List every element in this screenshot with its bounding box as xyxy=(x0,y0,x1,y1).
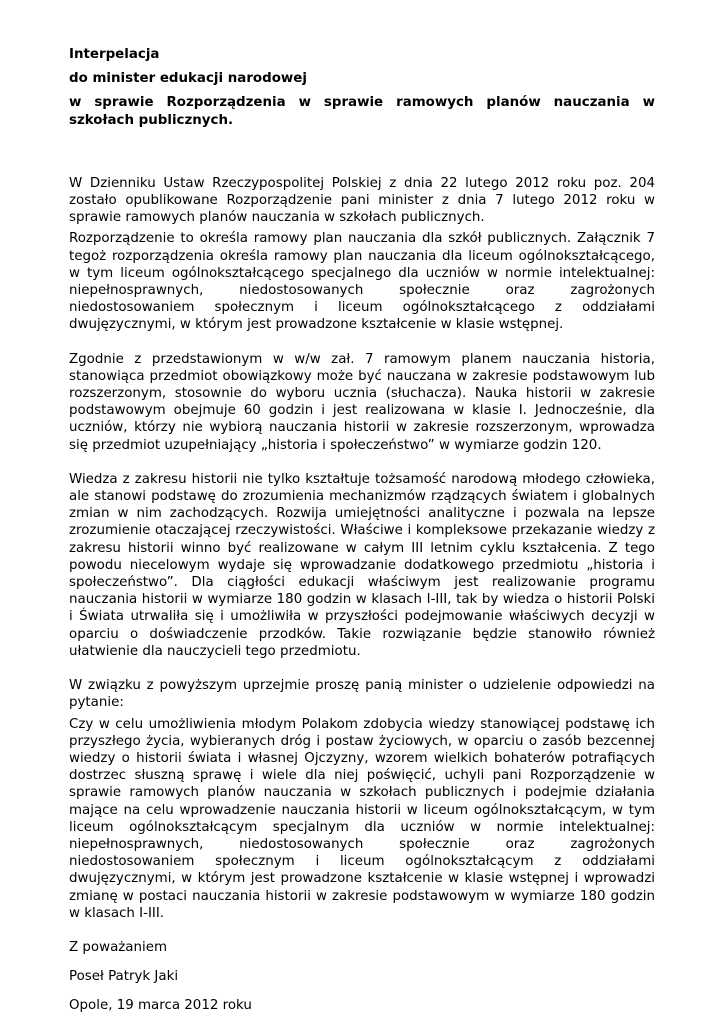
paragraph-history-plan: Zgodnie z przedstawionym w w/w zał. 7 ramowym planem nauczania historia, stanowiąca przedmiot obowiązkowy może być nauczana w zakresie podstawowym lub rozszerzonym, stosownie do wyboru ucznia (słuchacza). Nauka historii w zakresie podstawowym obejmuje 60 godzin i jest realizowana w klasie I. Jednocześnie, dla uczniów, którzy nie wybiorą nauczania historii w zakresie rozszerzonym, wprowadza się przedmiot uzupełniający „historia i społeczeństwo” w wymiarze godzin 120. xyxy=(69,351,655,453)
paragraph-publication: W Dzienniku Ustaw Rzeczypospolitej Polskiej z dnia 22 lutego 2012 roku poz. 204 zostało opublikowane Rozporządzenie pani minister z dnia 7 lutego 2012 roku w sprawie ramowych planów nauczania w szkołach publicznych. xyxy=(69,175,655,226)
document-subject: w sprawie Rozporządzenia w sprawie ramowych planów nauczania w szkołach publicznych. xyxy=(69,95,655,128)
document-title: Interpelacja xyxy=(69,47,160,62)
place-date: Opole, 19 marca 2012 roku xyxy=(69,998,252,1014)
document-closing xyxy=(69,939,655,1015)
paragraph-request: W związku z powyższym uprzejmie proszę panią minister o udzielenie odpowiedzi na pytanie: xyxy=(69,678,655,711)
document-body xyxy=(69,175,655,922)
paragraph-question: Czy w celu umożliwienia młodym Polakom zdobycia wiedzy stanowiącej podstawę ich przyszłego życia, wybieranych dróg i postaw życiowych, w oparciu o zasób bezcennej wiedzy o historii świata i własnej Ojczyzny, wzorem wielkich bohaterów potrafiących dostrzec słuszną sprawę i wiele dla niej poświęcić, uchyli pani Rozporządzenie w sprawie ramowych planów nauczania w szkołach publicznych i podejmie działania mające na celu wprowadzenie nauczania historii w liceum ogólnokształcącym, w tym liceum ogólnokształcącym specjalnym dla uczniów w normie intelektualnej: niepełnosprawnych, niedostosowanych społecznie oraz zagrożonych niedostosowaniem społecznym i liceum ogólnokształcącym z oddziałami dwujęzycznymi, w którym jest prowadzone kształcenie w klasie wstępnej i wprowadzi zmianę w postaci nauczania historii w zakresie podstawowym w wymiarze 180 godzin w klasach I-III. xyxy=(69,716,655,921)
paragraph-annex-7: Rozporządzenie to określa ramowy plan nauczania dla szkół publicznych. Załącznik 7 tegoż rozporządzenia określa ramowy plan nauczania dla liceum ogólnokształcącego, w tym liceum ogólnokształcącego specjalnego dla uczniów w normie intelektualnej: niepełnosprawnych, niedostosowanych społecznie oraz zagrożonych niedostosowaniem społecznym i liceum ogólnokształcącego z oddziałami dwujęzycznymi, w którym jest prowadzone kształcenie w klasie wstępnej. xyxy=(69,231,655,333)
closing-salutation: Z poważaniem xyxy=(69,939,168,955)
signature-name: Poseł Patryk Jaki xyxy=(69,969,179,985)
document-addressee: do minister edukacji narodowej xyxy=(69,71,307,87)
paragraph-history-importance: Wiedza z zakresu historii nie tylko kształtuje tożsamość narodową młodego człowieka, ale stanowi podstawę do zrozumienia mechanizmów rządzących światem i globalnych zmian w nim zachodzących. Rozwija umiejętności analityczne i pozwala na lepsze zrozumienie otaczającej rzeczywistości. Właściwe i kompleksowe przekazanie wiedzy z zakresu historii winno być realizowane w całym III letnim cyklu kształcenia. Z tego powodu niecelowym wydaje się wprowadzanie dodatkowego przedmiotu „historia i społeczeństwo”. Dla ciągłości edukacji właściwym jest realizowanie programu nauczania historii w wymiarze 180 godzin w klasach I-III, tak by wiedza o historii Polski i Świata utrwaliła się i umożliwiła w przyszłości podejmowanie właściwych decyzji w oparciu o doświadczenie przodków. Takie rozwiązanie będzie stanowiło również ułatwienie dla nauczycieli tego przedmiotu. xyxy=(69,471,655,659)
document-page xyxy=(69,46,655,1027)
